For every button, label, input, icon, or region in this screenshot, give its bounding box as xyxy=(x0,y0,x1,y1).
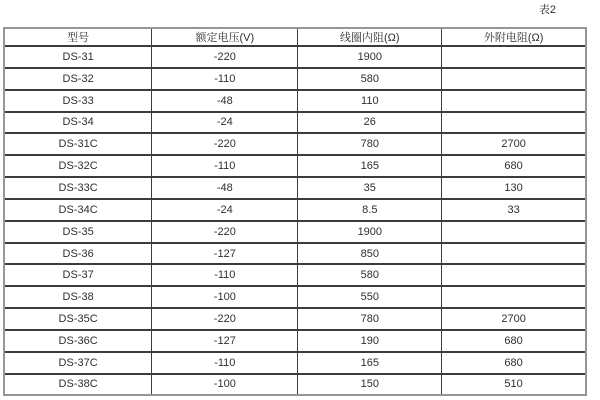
table-cell: 150 xyxy=(298,374,442,394)
column-header: 线圈内阻(Ω) xyxy=(298,29,442,46)
table-row xyxy=(5,352,585,374)
table-cell xyxy=(442,90,585,112)
table-cell: 35 xyxy=(298,177,442,199)
table-row xyxy=(5,133,585,155)
table-row xyxy=(5,155,585,177)
table-cell: DS-37C xyxy=(5,352,152,374)
table-cell: 2700 xyxy=(442,308,585,330)
table-cell xyxy=(442,243,585,265)
table-row xyxy=(5,177,585,199)
table-row xyxy=(5,286,585,308)
table-cell: DS-32C xyxy=(5,155,152,177)
table-cell: -110 xyxy=(152,264,298,286)
table-cell: -110 xyxy=(152,155,298,177)
table-row xyxy=(5,243,585,265)
table-cell xyxy=(442,221,585,243)
relay-spec-table xyxy=(5,29,585,394)
table-cell: 680 xyxy=(442,330,585,352)
table-cell: DS-35 xyxy=(5,221,152,243)
table-row xyxy=(5,46,585,68)
table-cell: DS-37 xyxy=(5,264,152,286)
table-row xyxy=(5,68,585,90)
table-cell: DS-31 xyxy=(5,46,152,68)
table-cell: -24 xyxy=(152,199,298,221)
table-cell: DS-34 xyxy=(5,112,152,134)
table-cell xyxy=(442,286,585,308)
table-cell: 550 xyxy=(298,286,442,308)
table-cell: DS-38 xyxy=(5,286,152,308)
table-cell: -24 xyxy=(152,112,298,134)
table-cell: DS-32 xyxy=(5,68,152,90)
table-cell: -100 xyxy=(152,374,298,394)
table-cell: 850 xyxy=(298,243,442,265)
table-frame xyxy=(3,27,587,396)
table-cell: 110 xyxy=(298,90,442,112)
table-cell: 780 xyxy=(298,133,442,155)
table-cell: -220 xyxy=(152,46,298,68)
table-cell: 165 xyxy=(298,155,442,177)
table-row xyxy=(5,308,585,330)
table-cell: -110 xyxy=(152,68,298,90)
table-cell: 680 xyxy=(442,352,585,374)
table-cell: 1900 xyxy=(298,46,442,68)
table-cell: 1900 xyxy=(298,221,442,243)
table-cell: 33 xyxy=(442,199,585,221)
column-header: 外附电阻(Ω) xyxy=(442,29,585,46)
table-row xyxy=(5,374,585,394)
table-cell: DS-36C xyxy=(5,330,152,352)
table-cell: 580 xyxy=(298,68,442,90)
table-cell: 26 xyxy=(298,112,442,134)
table-cell: 2700 xyxy=(442,133,585,155)
table-cell: -48 xyxy=(152,177,298,199)
table-row xyxy=(5,90,585,112)
table-cell: DS-33C xyxy=(5,177,152,199)
table-cell: -220 xyxy=(152,308,298,330)
table-cell: DS-36 xyxy=(5,243,152,265)
table-caption: 表2 xyxy=(538,4,556,16)
header-row xyxy=(5,29,585,46)
table-cell: 130 xyxy=(442,177,585,199)
table-cell: -110 xyxy=(152,352,298,374)
table-cell: 8.5 xyxy=(298,199,442,221)
table-cell: 780 xyxy=(298,308,442,330)
table-cell: -100 xyxy=(152,286,298,308)
table-cell: -127 xyxy=(152,330,298,352)
column-header: 额定电压(V) xyxy=(152,29,298,46)
table-cell: -220 xyxy=(152,133,298,155)
table-cell xyxy=(442,68,585,90)
table-row xyxy=(5,199,585,221)
table-cell: 580 xyxy=(298,264,442,286)
table-cell: DS-38C xyxy=(5,374,152,394)
table-cell: DS-31C xyxy=(5,133,152,155)
table-cell: -127 xyxy=(152,243,298,265)
table-row xyxy=(5,221,585,243)
table-cell: 165 xyxy=(298,352,442,374)
table-cell xyxy=(442,112,585,134)
table-cell: 510 xyxy=(442,374,585,394)
table-cell: -220 xyxy=(152,221,298,243)
table-cell xyxy=(442,46,585,68)
table-row xyxy=(5,264,585,286)
table-body xyxy=(5,46,585,394)
table-cell: 190 xyxy=(298,330,442,352)
table-row xyxy=(5,112,585,134)
table-row xyxy=(5,330,585,352)
table-cell: 680 xyxy=(442,155,585,177)
table-cell: DS-35C xyxy=(5,308,152,330)
column-header: 型号 xyxy=(5,29,152,46)
table-cell: -48 xyxy=(152,90,298,112)
table-cell: DS-34C xyxy=(5,199,152,221)
table-cell xyxy=(442,264,585,286)
table-cell: DS-33 xyxy=(5,90,152,112)
